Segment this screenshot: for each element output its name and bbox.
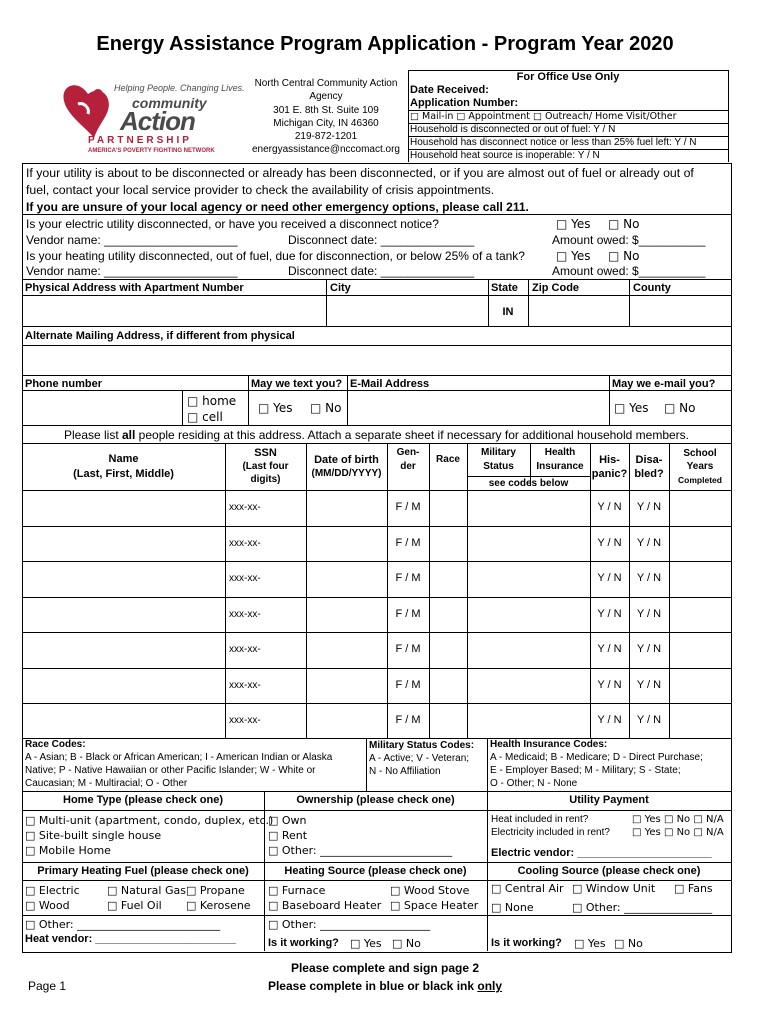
row-divider: [22, 632, 731, 633]
hispanic-field[interactable]: Y / N: [597, 643, 622, 655]
col-ssn-sub-2: digits): [250, 474, 281, 485]
see-codes-note: see codes below: [488, 478, 569, 489]
logo-word-community: community: [132, 95, 207, 111]
col-school-sub-2: Completed: [678, 475, 722, 485]
application-number-label: Application Number:: [410, 97, 519, 109]
cooling-window-unit-checkbox[interactable]: □ Window Unit: [572, 882, 656, 895]
phone-home-checkbox[interactable]: □ home: [187, 394, 237, 408]
city-input[interactable]: [327, 296, 487, 326]
gender-field[interactable]: F / M: [395, 536, 421, 549]
insurance-codes-line-1: A - Medicaid; B - Medicare; D - Direct Purchase;: [490, 752, 703, 763]
text-permission-label: May we text you?: [251, 378, 343, 390]
military-insurance-input[interactable]: [468, 527, 589, 561]
ownership-own-checkbox[interactable]: □ Own: [268, 814, 307, 827]
heat-working-yes-checkbox[interactable]: □ Yes: [350, 937, 382, 950]
office-disconnected: Household is disconnected or out of fuel: Y / N: [410, 124, 616, 135]
ssn-field[interactable]: xxx-xx-: [229, 537, 261, 549]
logo-tagline: Helping People. Changing Lives.: [114, 83, 245, 93]
col-disabled-sub: bled?: [634, 468, 664, 480]
heat-wood-stove-checkbox[interactable]: □ Wood Stove: [390, 884, 470, 897]
electric-in-rent-options[interactable]: □ Yes □ No □ N/A: [632, 827, 724, 838]
col-insurance: Health: [544, 447, 576, 458]
household-intro-post: people residing at this address. Attach a separate sheet if necessary for additional household members.: [135, 428, 690, 442]
disabled-field[interactable]: Y / N: [636, 678, 662, 691]
heating-question: Is your heating utility disconnected, out of fuel, due for disconnection, or below 25% of a tank?: [26, 249, 525, 263]
page-number: Page 1: [28, 979, 67, 993]
state-value: IN: [502, 306, 514, 318]
school-years-input[interactable]: [670, 491, 730, 525]
agency-address-1: 301 E. 8th St. Suite 109: [273, 104, 379, 116]
col-insurance-sub: Insurance: [536, 461, 584, 472]
utility-payment-title: Utility Payment: [569, 794, 649, 806]
hispanic-field[interactable]: Y / N: [597, 536, 622, 549]
heating-no-checkbox[interactable]: □ No: [608, 249, 640, 263]
cooling-title: Cooling Source (please check one): [517, 865, 701, 877]
col-race: Race: [436, 454, 460, 465]
hispanic-field[interactable]: Y / N: [597, 572, 622, 584]
row-divider: [22, 703, 731, 704]
logo-word-action: Action: [120, 106, 195, 136]
alternate-address-input[interactable]: [23, 346, 730, 374]
dob-input[interactable]: [307, 598, 386, 632]
disabled-field[interactable]: Y / N: [636, 607, 662, 620]
race-input[interactable]: [430, 669, 466, 703]
school-years-input[interactable]: [670, 633, 730, 667]
name-input[interactable]: [23, 669, 224, 703]
state-label: State: [491, 282, 518, 294]
hispanic-field[interactable]: Y / N: [597, 714, 622, 726]
col-disabled: Disa-: [635, 454, 663, 466]
heat-furnace-checkbox[interactable]: □ Furnace: [268, 884, 326, 897]
school-years-input[interactable]: [670, 562, 730, 596]
logo-word-partnership: PARTNERSHIP: [88, 135, 192, 146]
electric-amount-owed-field[interactable]: Amount owed: $__________: [552, 233, 706, 247]
electric-disconnect-date-field[interactable]: Disconnect date: ______________: [288, 233, 475, 247]
agency-logo: [58, 74, 245, 158]
notice-line-2: fuel, contact your local service provider to check the availability of crisis appointments.: [26, 183, 495, 197]
office-header: For Office Use Only: [516, 71, 620, 83]
household-intro: [22, 429, 731, 441]
footer-line-1: Please complete and sign page 2: [290, 961, 480, 975]
physical-address-label: Physical Address with Apartment Number: [25, 282, 244, 294]
name-input[interactable]: [23, 562, 224, 596]
dob-input[interactable]: [307, 491, 386, 525]
footer-line-2-text: Please complete in blue or black ink: [267, 979, 478, 993]
home-multi-unit-checkbox[interactable]: □ Multi-unit (apartment, condo, duplex, etc.): [25, 814, 274, 827]
col-gender: Gen-: [396, 447, 420, 458]
col-military: Military: [480, 447, 516, 458]
dob-input[interactable]: [307, 704, 386, 738]
email-yes-checkbox[interactable]: □ Yes: [614, 401, 649, 415]
heat-in-rent-label: Heat included in rent?: [491, 814, 589, 825]
ssn-field[interactable]: xxx-xx-: [229, 715, 261, 726]
agency-info: [246, 77, 406, 157]
phone-label: Phone number: [25, 378, 103, 390]
electric-yes-checkbox[interactable]: □ Yes: [556, 217, 591, 231]
race-input[interactable]: [430, 562, 466, 596]
email-no-checkbox[interactable]: □ No: [664, 401, 696, 415]
disabled-field[interactable]: Y / N: [636, 536, 662, 549]
office-inoperable: Household heat source is inoperable: Y / N: [410, 150, 600, 161]
agency-email: energyassistance@nccomact.org: [252, 144, 400, 156]
zip-label: Zip Code: [532, 282, 580, 294]
military-insurance-input[interactable]: [468, 704, 589, 738]
race-codes-title: Race Codes:: [25, 739, 86, 750]
disabled-field[interactable]: Y / N: [636, 501, 662, 513]
date-received-label: Date Received:: [410, 84, 489, 96]
phone-input[interactable]: [23, 391, 181, 424]
home-mobile-checkbox[interactable]: □ Mobile Home: [25, 844, 111, 857]
cooling-working-label: Is it working?: [491, 937, 562, 949]
col-hispanic-sub: panic?: [591, 468, 628, 480]
heating-amount-owed-field[interactable]: Amount owed: $__________: [552, 264, 706, 278]
notice-line-3: If you are unsure of your local agency or need other emergency options, please call 211.: [26, 200, 529, 214]
row-divider: [22, 561, 731, 562]
heating-yes-checkbox[interactable]: □ Yes: [556, 249, 591, 263]
fuel-kerosene-checkbox[interactable]: □ Kerosene: [186, 899, 251, 912]
household-intro-bold: all: [122, 428, 136, 442]
heat-space-heater-checkbox[interactable]: □ Space Heater: [390, 899, 479, 912]
alternate-address-label: Alternate Mailing Address, if different from physical: [25, 330, 295, 342]
ownership-title: Ownership (please check one): [296, 794, 455, 806]
fuel-wood-checkbox[interactable]: □ Wood: [25, 899, 70, 912]
intake-method: □ Mail-in □ Appointment □ Outreach/ Home Visit/Other: [410, 111, 677, 122]
race-input[interactable]: [430, 704, 466, 738]
heat-baseboard-checkbox[interactable]: □ Baseboard Heater: [268, 899, 382, 912]
col-ssn: SSN: [254, 447, 277, 459]
ssn-field[interactable]: xxx-xx-: [229, 644, 261, 655]
county-label: County: [633, 282, 671, 294]
logo-network: AMERICA'S POVERTY FIGHTING NETWORK: [88, 148, 215, 154]
cooling-other-checkbox[interactable]: □ Other: ________________: [572, 901, 713, 914]
name-input[interactable]: [23, 598, 224, 632]
ownership-rent-checkbox[interactable]: □ Rent: [268, 829, 308, 842]
dob-input[interactable]: [307, 527, 386, 561]
physical-address-input[interactable]: [23, 296, 325, 326]
dob-input[interactable]: [307, 669, 386, 703]
military-codes-line-2: N - No Affiliation: [369, 766, 441, 777]
col-gender-sub: der: [400, 461, 416, 472]
col-school-sub: Years: [686, 461, 714, 472]
office-notice: Household has disconnect notice or less than 25% fuel left: Y / N: [410, 137, 697, 148]
race-input[interactable]: [430, 527, 466, 561]
military-insurance-input[interactable]: [468, 669, 589, 703]
disabled-field[interactable]: Y / N: [636, 572, 662, 584]
email-label: E-Mail Address: [350, 378, 430, 390]
heat-working-no-checkbox[interactable]: □ No: [392, 937, 421, 950]
hispanic-field[interactable]: Y / N: [597, 607, 622, 620]
col-ssn-sub: (Last four: [242, 461, 289, 472]
heating-disconnect-date-field[interactable]: Disconnect date: ______________: [288, 264, 475, 278]
fuel-electric-checkbox[interactable]: □ Electric: [25, 884, 80, 897]
gender-field[interactable]: F / M: [395, 714, 421, 726]
phone-cell-checkbox[interactable]: □ cell: [187, 410, 223, 424]
race-codes-line-3: Caucasian; M - Multiracial; O - Other: [25, 778, 188, 789]
school-years-input[interactable]: [670, 527, 730, 561]
gender-field[interactable]: F / M: [395, 607, 421, 620]
gender-field[interactable]: F / M: [395, 643, 421, 655]
ssn-field[interactable]: xxx-xx-: [229, 502, 261, 513]
notice-line-1: If your utility is about to be disconnected or already has been disconnected, or if you are almost out of fuel or already out of: [26, 166, 694, 180]
school-years-input[interactable]: [670, 669, 730, 703]
name-input[interactable]: [23, 491, 224, 525]
electric-vendor-field-2[interactable]: Electric vendor: ______________________: [491, 847, 712, 859]
row-divider: [22, 526, 731, 527]
electric-question: Is your electric utility disconnected, or have you received a disconnect notice?: [26, 217, 439, 231]
race-input[interactable]: [430, 633, 466, 667]
text-no-checkbox[interactable]: □ No: [310, 401, 342, 415]
zip-input[interactable]: [529, 296, 628, 326]
col-hispanic: His-: [599, 454, 620, 466]
cooling-central-air-checkbox[interactable]: □ Central Air: [491, 882, 564, 895]
fuel-title: Primary Heating Fuel (please check one): [37, 865, 249, 877]
fuel-natural-gas-checkbox[interactable]: □ Natural Gas: [107, 884, 186, 897]
ownership-other-checkbox[interactable]: □ Other: ________________________: [268, 844, 453, 857]
cooling-working-yes-checkbox[interactable]: □ Yes: [574, 937, 606, 950]
insurance-codes-title: Health Insurance Codes:: [490, 739, 608, 750]
heat-in-rent-options[interactable]: □ Yes □ No □ N/A: [632, 814, 724, 825]
page-title: Energy Assistance Program Application - Program Year 2020: [96, 33, 674, 55]
cooling-none-checkbox[interactable]: □ None: [491, 901, 534, 914]
home-site-built-checkbox[interactable]: □ Site-built single house: [25, 829, 162, 842]
disabled-field[interactable]: Y / N: [636, 643, 662, 655]
insurance-codes-line-3: O - Other; N - None: [490, 778, 578, 789]
city-label: City: [330, 282, 351, 294]
name-input[interactable]: [23, 704, 224, 738]
military-insurance-input[interactable]: [468, 491, 589, 525]
ssn-field[interactable]: xxx-xx-: [229, 573, 261, 584]
military-codes-line-1: A - Active; V - Veteran;: [369, 753, 470, 764]
school-years-input[interactable]: [670, 704, 730, 738]
gender-field[interactable]: F / M: [395, 572, 421, 584]
name-input[interactable]: [23, 633, 224, 667]
footer-line-2: [0, 980, 770, 992]
hispanic-field[interactable]: Y / N: [597, 678, 622, 691]
col-name-sub: (Last, First, Middle): [73, 468, 174, 480]
military-insurance-input[interactable]: [468, 598, 589, 632]
cooling-working-no-checkbox[interactable]: □ No: [614, 937, 643, 950]
disabled-field[interactable]: Y / N: [636, 714, 662, 726]
military-insurance-input[interactable]: [468, 633, 589, 667]
insurance-codes-line-2: E - Employer Based; M - Military; S - State;: [490, 765, 681, 776]
fuel-oil-checkbox[interactable]: □ Fuel Oil: [107, 899, 162, 912]
col-school: School: [683, 448, 717, 459]
cooling-fans-checkbox[interactable]: □ Fans: [674, 882, 713, 895]
race-input[interactable]: [430, 491, 466, 525]
row-divider: [22, 597, 731, 598]
name-input[interactable]: [23, 527, 224, 561]
military-codes-title: Military Status Codes:: [369, 740, 475, 751]
col-dob: Date of birth: [314, 454, 379, 466]
col-military-sub: Status: [483, 461, 514, 472]
col-dob-sub: (MM/DD/YYYY): [311, 468, 382, 479]
race-input[interactable]: [430, 598, 466, 632]
home-type-title: Home Type (please check one): [63, 794, 223, 806]
ssn-field[interactable]: xxx-xx-: [229, 679, 261, 691]
household-intro-pre: Please list: [63, 428, 122, 442]
race-codes-line-2: Native; P - Native Hawaiian or other Pacific Islander; W - White or: [25, 765, 316, 776]
gender-field[interactable]: F / M: [395, 501, 421, 513]
dob-input[interactable]: [307, 562, 386, 596]
military-insurance-input[interactable]: [468, 562, 589, 596]
email-permission-label: May we e-mail you?: [612, 378, 716, 390]
heat-working-label: Is it working?: [268, 937, 339, 949]
electric-no-checkbox[interactable]: □ No: [608, 217, 640, 231]
footer-line-2-underlined: only: [477, 979, 503, 993]
electric-in-rent-label: Electricity included in rent?: [491, 827, 610, 838]
dob-input[interactable]: [307, 633, 386, 667]
agency-phone: 219-872-1201: [294, 131, 358, 143]
agency-name-2: Agency: [309, 91, 343, 103]
race-codes-line-1: A - Asian; B - Black or African American; I - American Indian or Alaska: [25, 752, 333, 763]
electric-vendor-field[interactable]: Vendor name: ____________________: [26, 233, 238, 247]
heat-vendor-field[interactable]: Heat vendor: _______________________: [25, 933, 236, 945]
heating-vendor-field[interactable]: Vendor name: ____________________: [26, 264, 238, 278]
hispanic-field[interactable]: Y / N: [597, 501, 622, 513]
agency-address-2: Michigan City, IN 46360: [273, 117, 379, 129]
fuel-other-checkbox[interactable]: □ Other: __________________________: [25, 918, 221, 931]
heat-source-title: Heating Source (please check one): [284, 865, 467, 877]
col-name: Name: [108, 453, 139, 465]
email-input[interactable]: [348, 391, 608, 424]
agency-name: North Central Community Action: [254, 78, 398, 89]
fuel-propane-checkbox[interactable]: □ Propane: [186, 884, 245, 897]
gender-field[interactable]: F / M: [395, 678, 421, 691]
school-years-input[interactable]: [670, 598, 730, 632]
text-yes-checkbox[interactable]: □ Yes: [258, 401, 293, 415]
heat-other-checkbox[interactable]: □ Other: ____________________: [268, 918, 431, 931]
ssn-field[interactable]: xxx-xx-: [229, 608, 261, 620]
row-divider: [22, 668, 731, 669]
county-input[interactable]: [630, 296, 730, 326]
